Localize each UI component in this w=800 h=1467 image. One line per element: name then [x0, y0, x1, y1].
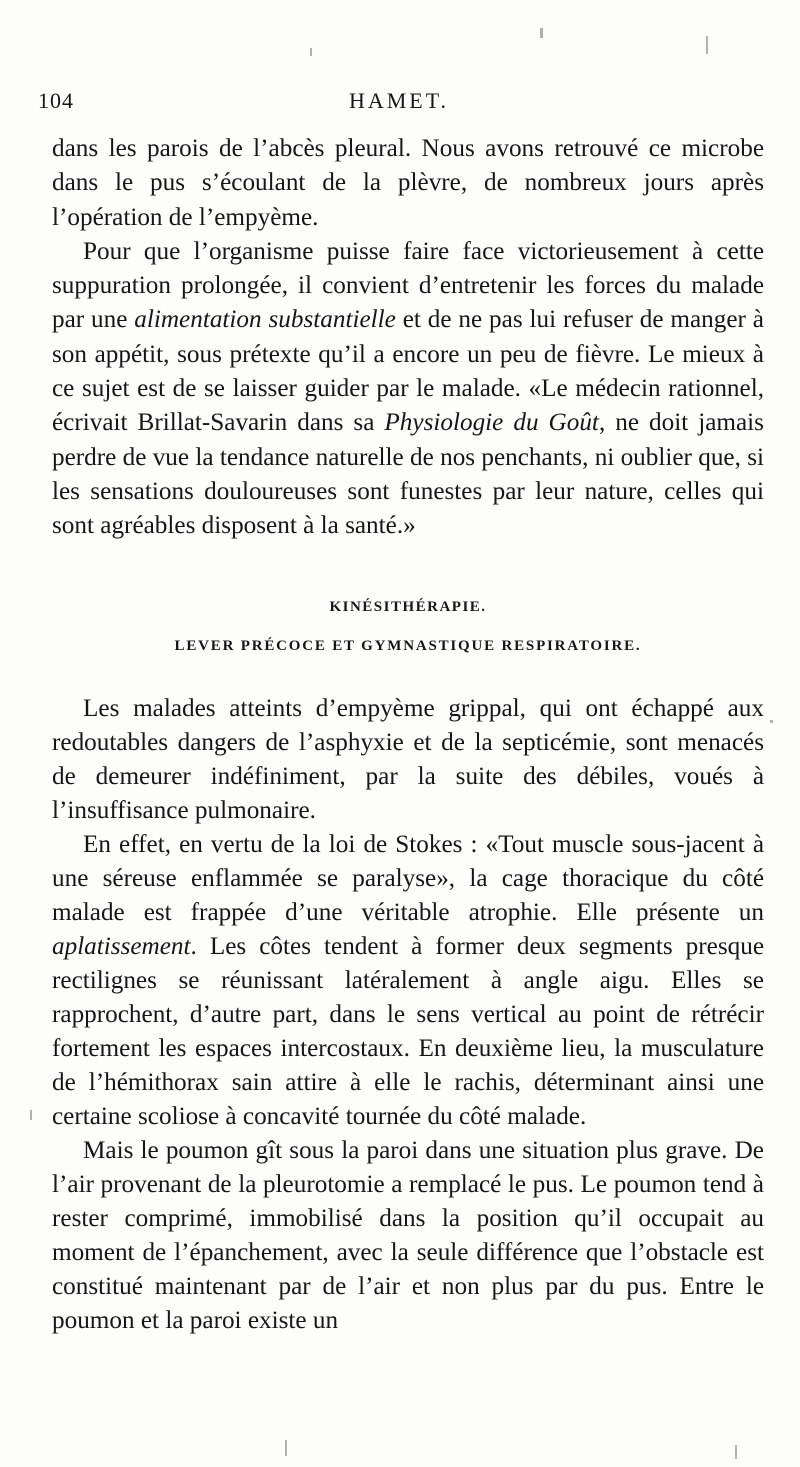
- body-text-bottom: [52, 692, 764, 1338]
- paragraph: [52, 132, 764, 235]
- paragraph: [52, 692, 764, 828]
- scan-speck: [770, 720, 773, 723]
- section-title: KINÉSITHÉRAPIE.: [329, 599, 487, 615]
- paragraph: [52, 1134, 764, 1338]
- paragraph-text: dans les parois de l’abcès pleural. Nous avons retrouvé ce microbe dans le pus s’écoulant de la plèvre, de nombreux jours après l’opération de l’empyème.: [52, 135, 764, 231]
- scan-speck: [30, 1110, 32, 1120]
- running-head: HAMET.: [348, 88, 450, 113]
- paragraph-text: , ne doit jamais perdre de vue la tendance naturelle de nos penchants, ni oublier que, si les sensations douloureuses sont funestes par leur nature, celles qui sont agréables disposent à la santé.»: [52, 409, 764, 540]
- scan-speck: [735, 1445, 737, 1459]
- scan-speck: [285, 1440, 287, 1456]
- section-subtitle: LEVER PRÉCOCE ET GYMNASTIQUE RESPIRATOIRE.: [174, 638, 642, 654]
- paragraph-text: Les malades atteints d’empyème grippal, qui ont échappé aux redoutables dangers de l’asphyxie et de la septicémie, sont menacés de demeurer indéfiniment, par la suite des débiles, voués à l’insuffisance pulmonaire.: [52, 695, 764, 824]
- paragraph-text: et de ne pas lui refuser de manger à son appétit, sous prétexte qu’il a encore un peu de fièvre. Le mieux à ce sujet est de se laisser guider par le malade. «Le médecin rationnel, écrivait Brillat-Savarin dans sa: [52, 306, 764, 437]
- paragraph-text: En effet, en vertu de la loi de Stokes : «Tout muscle sous-jacent à une séreuse enflammée se paralyse», la cage thoracique du côté malade est frappée d’une véritable atrophie. Elle présente un: [52, 831, 764, 926]
- page-number: 104: [38, 88, 74, 113]
- italic-text: alimentation substantielle: [134, 306, 396, 334]
- body-text-top: [52, 132, 764, 544]
- scan-speck: [310, 48, 312, 56]
- scan-speck: [706, 36, 708, 54]
- paragraph-text: . Les côtes tendent à former deux segments presque rectilignes se réunissant latéralement à angle aigu. Elles se rapprochent, d’autre part, dans le sens vertical au point de rétrécir fortement les espaces intercostaux. En deuxième lieu, la musculature de l’hémithorax sain attire à elle le rachis, déterminant ainsi une certaine scoliose à concavité tournée du côté malade.: [52, 933, 764, 1130]
- paragraph: [52, 235, 764, 544]
- italic-text: aplatissement: [52, 933, 191, 960]
- paragraph-text: Pour que l’organisme puisse faire face victorieusement à cette suppuration prolongée, il convient d’entretenir les forces du malade par une: [52, 237, 764, 334]
- paragraph: [52, 828, 764, 1134]
- scan-speck: [540, 28, 543, 38]
- italic-text: Physiologie du Goût: [384, 409, 599, 437]
- page-header: [38, 88, 760, 116]
- paragraph-text: Mais le poumon gît sous la paroi dans une situation plus grave. De l’air provenant de la pleurotomie a remplacé le pus. Le poumon tend à rester comprimé, immobilisé dans la position qu’il occupait au moment de l’épanchement, avec la seule différence que l’obstacle est constitué maintenant par de l’air et non plus par du pus. Entre le poumon et la paroi existe un: [52, 1137, 764, 1334]
